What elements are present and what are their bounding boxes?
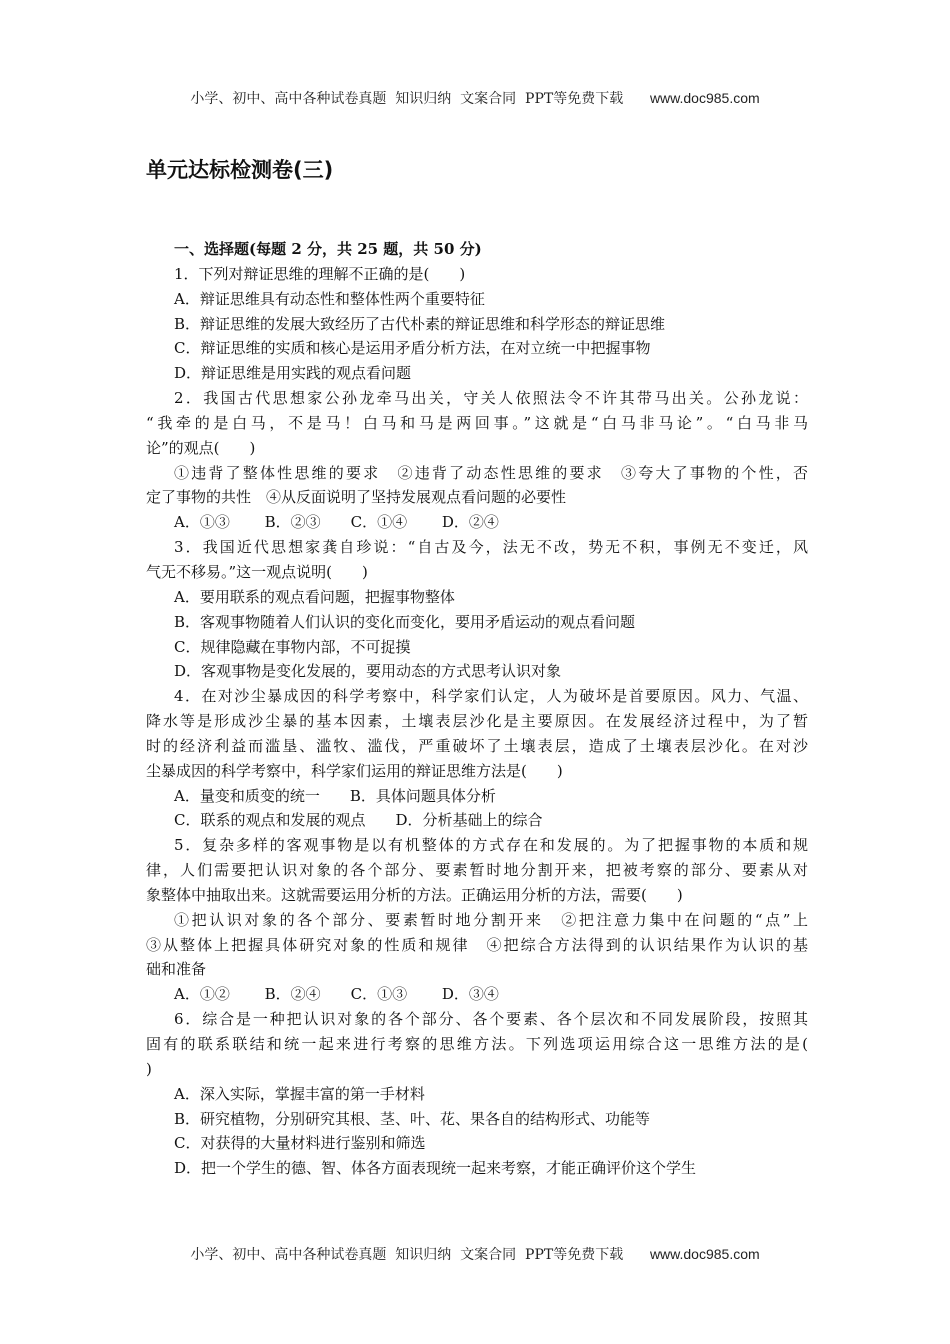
question-4-stem: 尘暴成因的科学考察中，科学家们运用的辩证思维方法是( ) <box>146 761 563 780</box>
question-3-option-c: C．规律隐藏在事物内部，不可捉摸 <box>174 637 411 656</box>
question-1-option-c: C．辩证思维的实质和核心是运用矛盾分析方法，在对立统一中把握事物 <box>174 339 651 358</box>
question-4-options-ab: A．量变和质变的统一 B．具体问题具体分析 <box>174 786 496 805</box>
question-3-option-b: B．客观事物随着人们认识的变化而变化，要用矛盾运动的观点看问题 <box>174 612 636 631</box>
question-1-option-d: D．辩证思维是用实践的观点看问题 <box>174 364 412 383</box>
question-2-stem: “我牵的是白马，不是马！白马和马是两回事。”这就是“白马非马论”。“白马非马 <box>146 413 808 432</box>
question-4-stem: 降水等是形成沙尘暴的基本因素，土壤表层沙化是主要原因。在发展经济过程中，为了暂 <box>146 712 808 731</box>
question-4-options-cd: C．联系的观点和发展的观点 D．分析基础上的综合 <box>174 811 543 830</box>
question-6-stem: 6．综合是一种把认识对象的各个部分、各个要素、各个层次和不同发展阶段，按照其 <box>174 1010 808 1029</box>
header-text: 小学、初中、高中各种试卷真题 知识归纳 文案合同 PPT等免费下载 <box>190 91 650 107</box>
question-6-option-a: A．深入实际，掌握丰富的第一手材料 <box>174 1084 425 1103</box>
question-4-stem: 4．在对沙尘暴成因的科学考察中，科学家们认定，人为破坏是首要原因。风力、气温、 <box>174 687 808 706</box>
footer-text: 小学、初中、高中各种试卷真题 知识归纳 文案合同 PPT等免费下载 <box>190 1247 650 1263</box>
question-1-option-b: B．辩证思维的发展大致经历了古代朴素的辩证思维和科学形态的辩证思维 <box>174 314 666 333</box>
question-5-statements: ③从整体上把握具体研究对象的性质和规律 ④把综合方法得到的认识结果作为认识的基 <box>146 935 808 954</box>
header-site[interactable]: www.doc985.com <box>649 90 760 106</box>
question-1-stem: 1．下列对辩证思维的理解不正确的是( ) <box>174 264 466 283</box>
question-2-statements: 定了事物的共性 ④从反面说明了坚持发展观点看问题的必要性 <box>146 488 567 507</box>
question-1-option-a: A．辩证思维具有动态性和整体性两个重要特征 <box>174 289 485 308</box>
question-5-stem: 5．复杂多样的客观事物是以有机整体的方式存在和发展的。为了把握事物的本质和规 <box>174 836 808 855</box>
question-2-stem: 论”的观点( ) <box>146 438 256 457</box>
question-3-option-d: D．客观事物是变化发展的，要用动态的方式思考认识对象 <box>174 662 562 681</box>
page-title: 单元达标检测卷(三) <box>146 158 334 182</box>
page-footer <box>0 1244 950 1265</box>
question-5-options: A．①② B．②④ C．①③ D．③④ <box>174 985 499 1004</box>
question-6-stem: ) <box>146 1059 152 1078</box>
question-6-option-c: C．对获得的大量材料进行鉴别和筛选 <box>174 1134 426 1153</box>
question-5-statements: 础和准备 <box>146 960 207 979</box>
question-3-stem: 3．我国近代思想家龚自珍说：“自古及今，法无不改，势无不积，事例无不变迁，风 <box>174 538 808 557</box>
section-heading: 一、选择题(每题 2 分，共 25 题，共 50 分) <box>174 240 482 258</box>
question-6-stem: 固有的联系联结和统一起来进行考察的思维方法。下列选项运用综合这一思维方法的是( <box>146 1035 808 1053</box>
question-2-stem: 2．我国古代思想家公孙龙牵马出关，守关人依照法令不许其带马出关。公孙龙说： <box>174 389 808 408</box>
question-2-statements: ①违背了整体性思维的要求 ②违背了动态性思维的要求 ③夸大了事物的个性，否 <box>174 463 808 482</box>
question-6-option-d: D．把一个学生的德、智、体各方面表现统一起来考察，才能正确评价这个学生 <box>174 1159 697 1178</box>
question-5-stem: 律，人们需要把认识对象的各个部分、要素暂时地分割开来，把被考察的部分、要素从对 <box>146 861 808 880</box>
footer-site[interactable]: www.doc985.com <box>649 1246 760 1262</box>
question-5-statements: ①把认识对象的各个部分、要素暂时地分割开来 ②把注意力集中在问题的“点”上 <box>174 910 808 929</box>
question-6-option-b: B．研究植物，分别研究其根、茎、叶、花、果各自的结构形式、功能等 <box>174 1109 651 1128</box>
question-content <box>146 237 808 1181</box>
page-header <box>0 88 950 109</box>
question-4-stem: 时的经济利益而滥垦、滥牧、滥伐，严重破坏了土壤表层，造成了土壤表层沙化。在对沙 <box>146 736 808 755</box>
question-5-stem: 象整体中抽取出来。这就需要运用分析的方法。正确运用分析的方法，需要( ) <box>146 885 683 904</box>
question-3-option-a: A．要用联系的观点看问题，把握事物整体 <box>174 587 455 606</box>
question-2-options: A．①③ B．②③ C．①④ D．②④ <box>174 513 499 532</box>
question-3-stem: 气无不移易。”这一观点说明( ) <box>146 562 368 581</box>
